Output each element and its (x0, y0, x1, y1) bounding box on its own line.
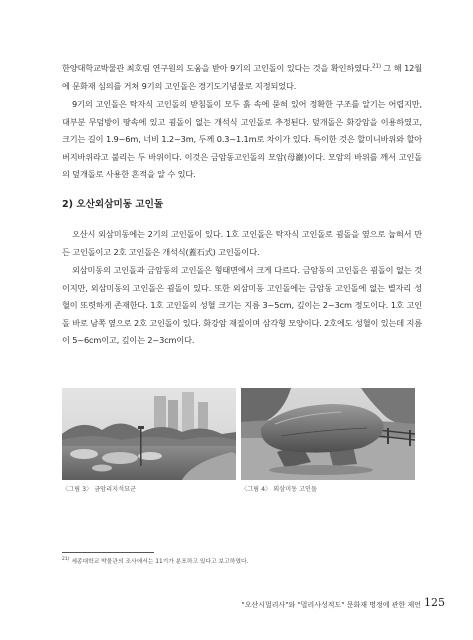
page-number: 125 (424, 596, 445, 609)
figure-4-caption: 〈그림 4〉 외삼미동 고인돌 (241, 486, 318, 493)
body-paragraph-4: 외삼미동의 고인돌과 금암동의 고인돌은 형태면에서 크게 다르다. 금암동의 고인돌은 굄돌이 없는 것이지만, 외삼미동의 고인돌은 굄돌이 있다. 또한 외삼미동 고인돌에는 금암동 고인돌에 없는 별자리 성혈이 또렷하게 존재한다. 1호 고인돌의 성혈 크기는 지름 3~5cm, 깊이는 2~3cm 정도이다. 1호 고인돌 바로 남쪽 옆으로 2호 고인돌이 있다. 화강암 재질이며 삼각형 모양이다. 2호에도 성혈이 있는데 지름이 5~6cm이고, 깊이는 2~3cm이다. (62, 265, 422, 346)
running-footer-title: "오산시멀리사"와 "멀리사성적도" 문화재 명정에 관한 제언 (241, 601, 421, 609)
footnote-number: 21) (62, 557, 70, 563)
figure-4-photo (241, 388, 415, 480)
body-paragraph-3: 오산시 외삼미동에는 2기의 고인돌이 있다. 1호 고인돌은 탁자식 고인돌로 굄돌을 옆으로 눕혀서 만든 고인돌이고 2호 고인돌은 개석식(蓋石式) 고인돌이다. (62, 229, 422, 257)
footnote-reference-21[interactable]: 21) (372, 63, 381, 70)
body-paragraph-2: 9기의 고인돌은 탁자식 고인돌의 받침돌이 모두 흙 속에 묻혀 있어 정확한 구조를 알기는 어렵지만, 대부분 무덤방이 땅속에 있고 굄돌이 없는 개석식 고인돌로 추정된다. 덮개돌은 화강암을 이용하였고, 크기는 길이 1.9~6m, 너비 1.2~3m, 두께 0.3~1.1m로 차이가 있다. 특이한 것은 할미니바위와 할아버지바위라고 불리는 두 바위이다. 이것은 금암동고인돌의 모암(母巖)이다. 모암의 바위를 깨서 고인돌의 덮개돌로 사용한 흔적을 알 수 있다. (62, 99, 422, 180)
footnote-divider (62, 552, 154, 553)
figure-3-caption: 〈그림 3〉 금암리지석묘군 (62, 486, 137, 493)
body-paragraph-1 (62, 60, 422, 95)
figure-3-photo (62, 388, 236, 480)
footnote (62, 556, 248, 565)
footnote-text: 세종대학교 박물관의 조사에서는 11기가 분포하고 있다고 보고하였다. (69, 559, 249, 565)
section-heading: 2) 오산외삼미동 고인돌 (62, 199, 164, 210)
paragraph-1-tail: 그 해 12월에 문화재 심의를 거쳐 9기의 고인돌은 경기도기념물로 지정되었다. (62, 63, 422, 91)
paragraph-1-text: 한양대학교박물관 최호림 연구원의 도움을 받아 9기의 고인돌이 있다는 것을 확인하였다. (62, 63, 373, 73)
